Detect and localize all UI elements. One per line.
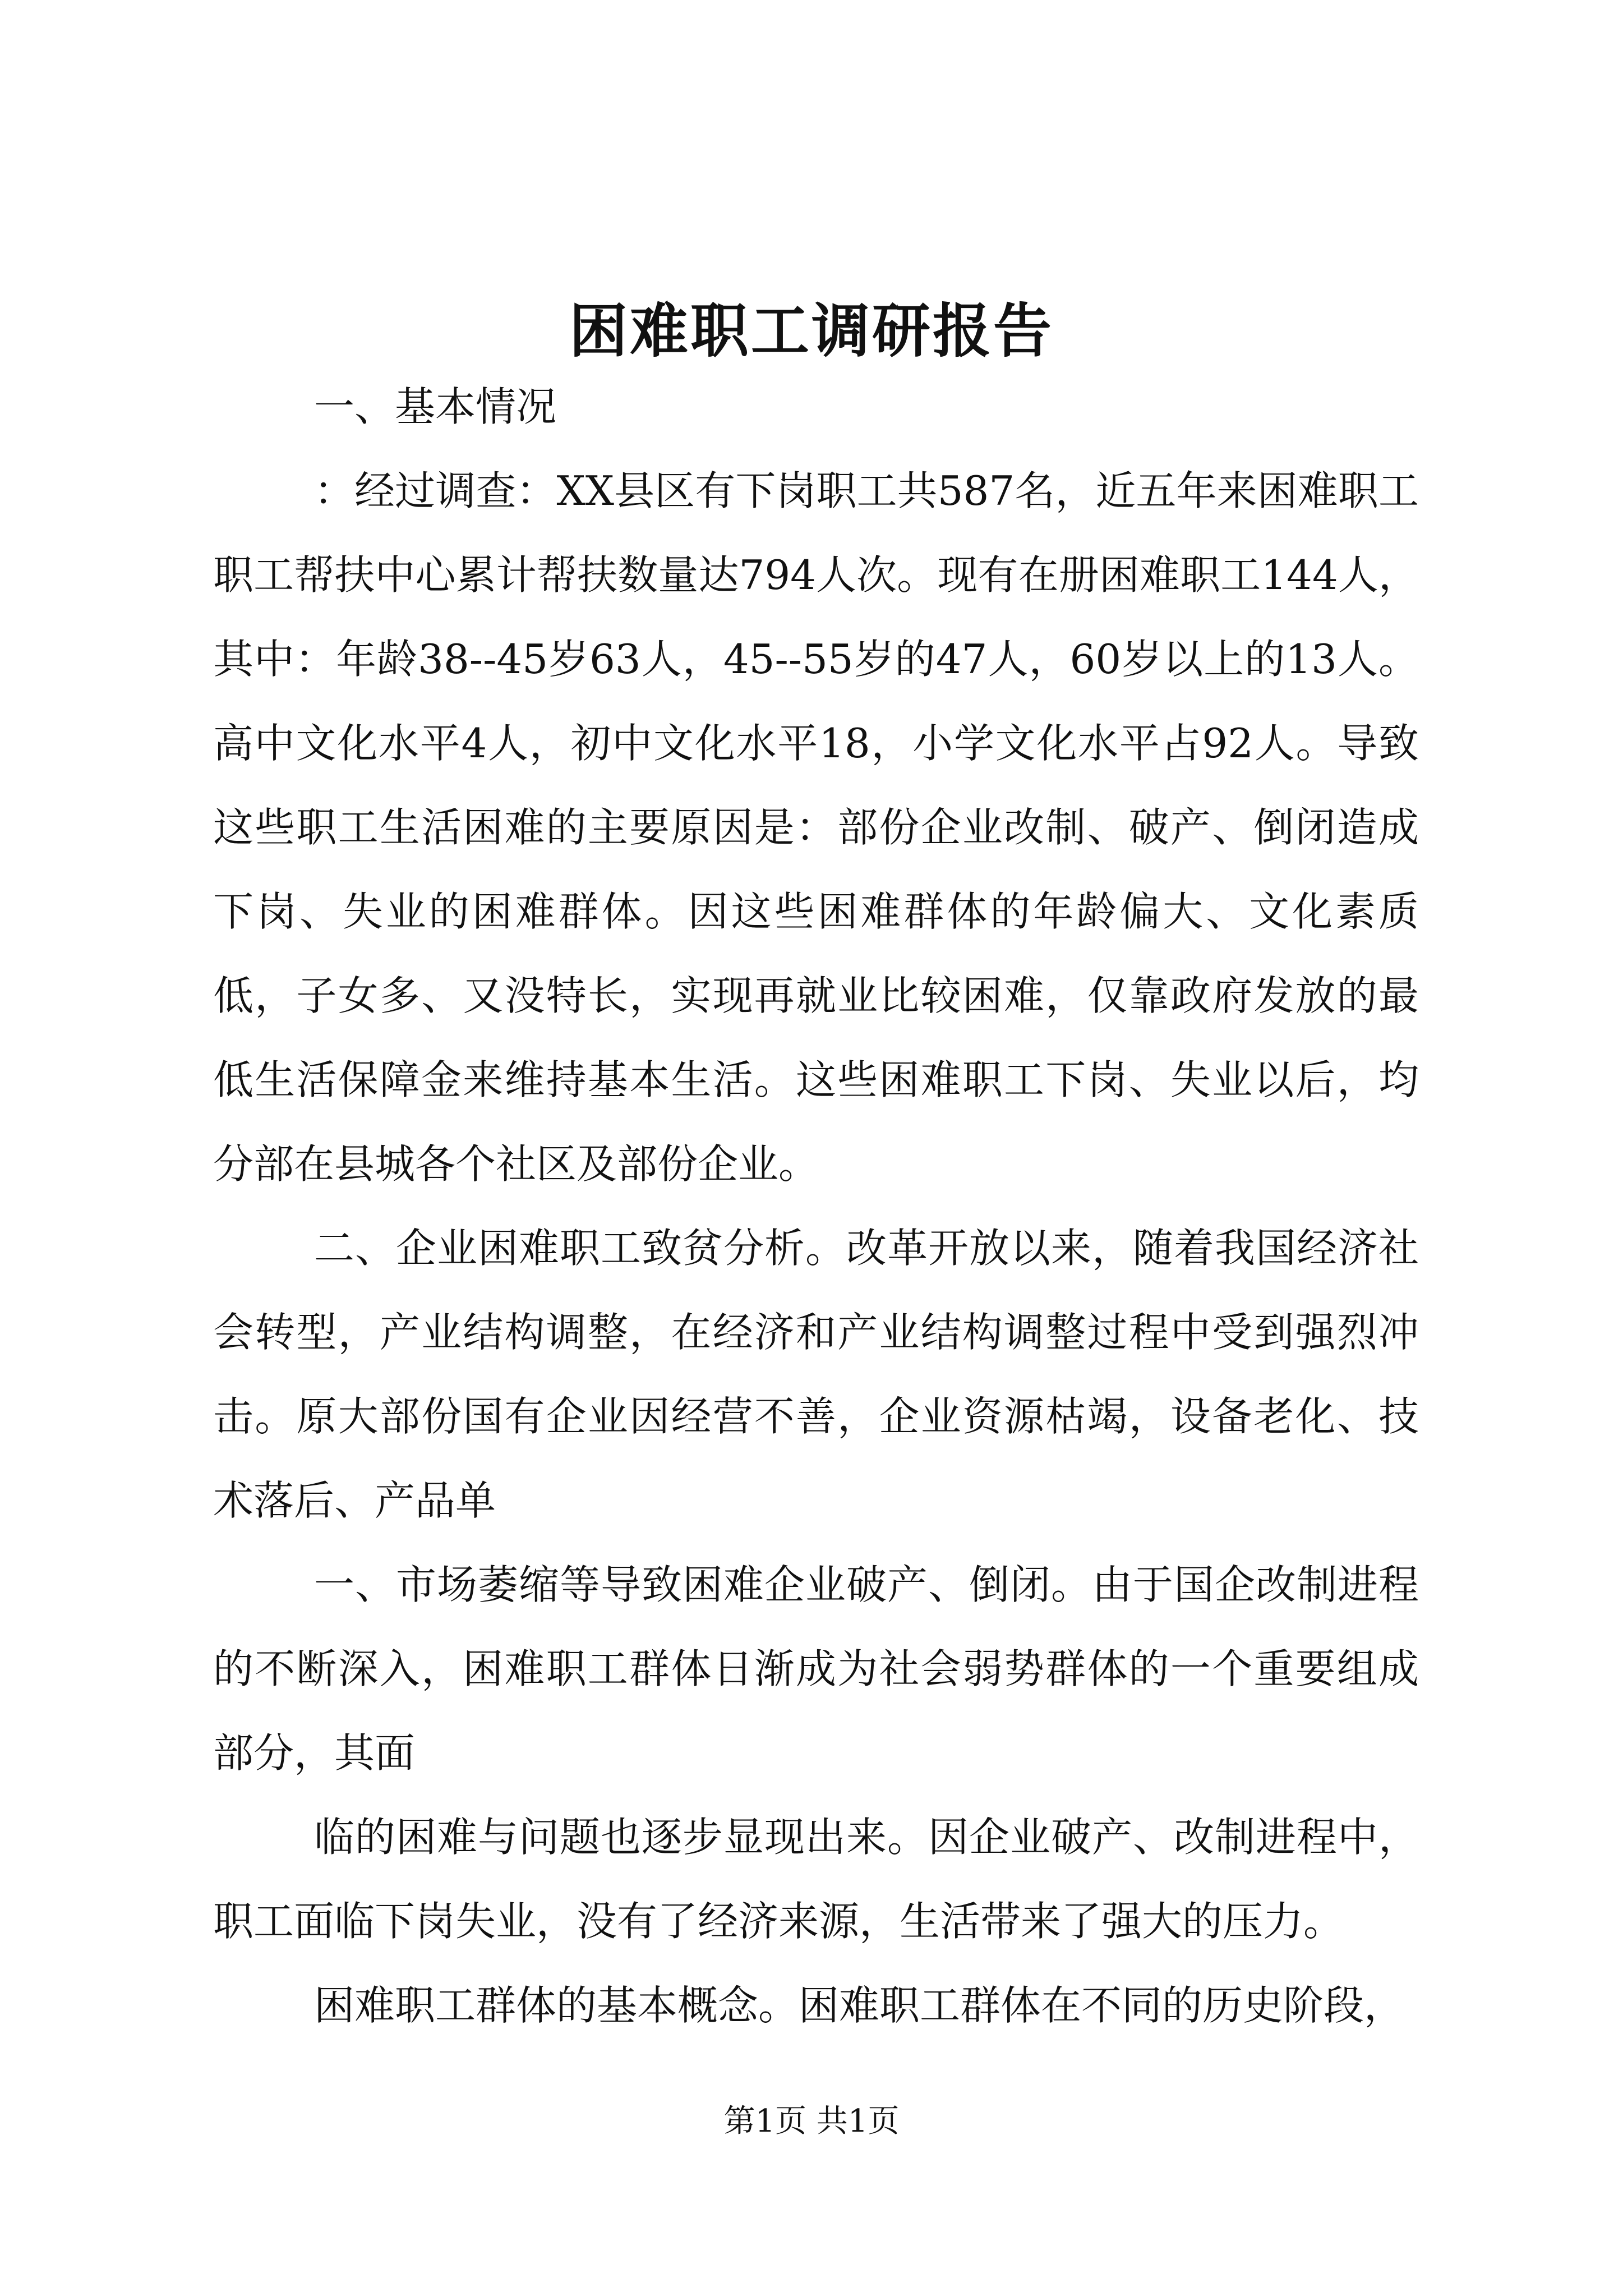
paragraph-survey-findings: ：经过调查：XX县区有下岗职工共587名，近五年来困难职工职工帮扶中心累计帮扶数量达794人次。现有在册困难职工144人，其中：年龄38--45岁63人，45--55岁的47人，60岁以上的13人。高中文化水平4人，初中文化水平18，小学文化水平占92人。导致这些职工生活困难的主要原因是：部份企业改制、破产、倒闭造成下岗、失业的困难群体。因这些困难群体的年龄偏大、文化素质低，子女多、又没特长，实现再就业比较困难，仅靠政府发放的最低生活保障金来维持基本生活。这些困难职工下岗、失业以后，均分部在县城各个社区及部份企业。	[213, 467, 1419, 1188]
page-footer: 第1页 共1页	[723, 2103, 900, 2139]
document-body	[213, 365, 1419, 2047]
paragraph-basic-concept: 困难职工群体的基本概念。困难职工群体在不同的历史阶段，	[314, 1982, 1405, 2029]
paragraph-difficulties: 临的困难与问题也逐步显现出来。因企业破产、改制进程中，职工面临下岗失业，没有了经济来源，生活带来了强大的压力。	[213, 1814, 1419, 1945]
paragraph-basic-situation-heading: 一、基本情况	[314, 383, 557, 430]
paragraph-poverty-analysis: 二、企业困难职工致贫分析。改革开放以来，随着我国经济社会转型，产业结构调整，在经济和产业结构调整过程中受到强烈冲击。原大部份国有企业因经营不善，企业资源枯竭，设备老化、技术落后、产品单	[213, 1225, 1419, 1524]
paragraph-market-shrinkage: 一、市场萎缩等导致困难企业破产、倒闭。由于国企改制进程的不断深入，困难职工群体日渐成为社会弱势群体的一个重要组成部分，其面	[213, 1561, 1419, 1777]
document-title: 困难职工调研报告	[569, 296, 1054, 365]
